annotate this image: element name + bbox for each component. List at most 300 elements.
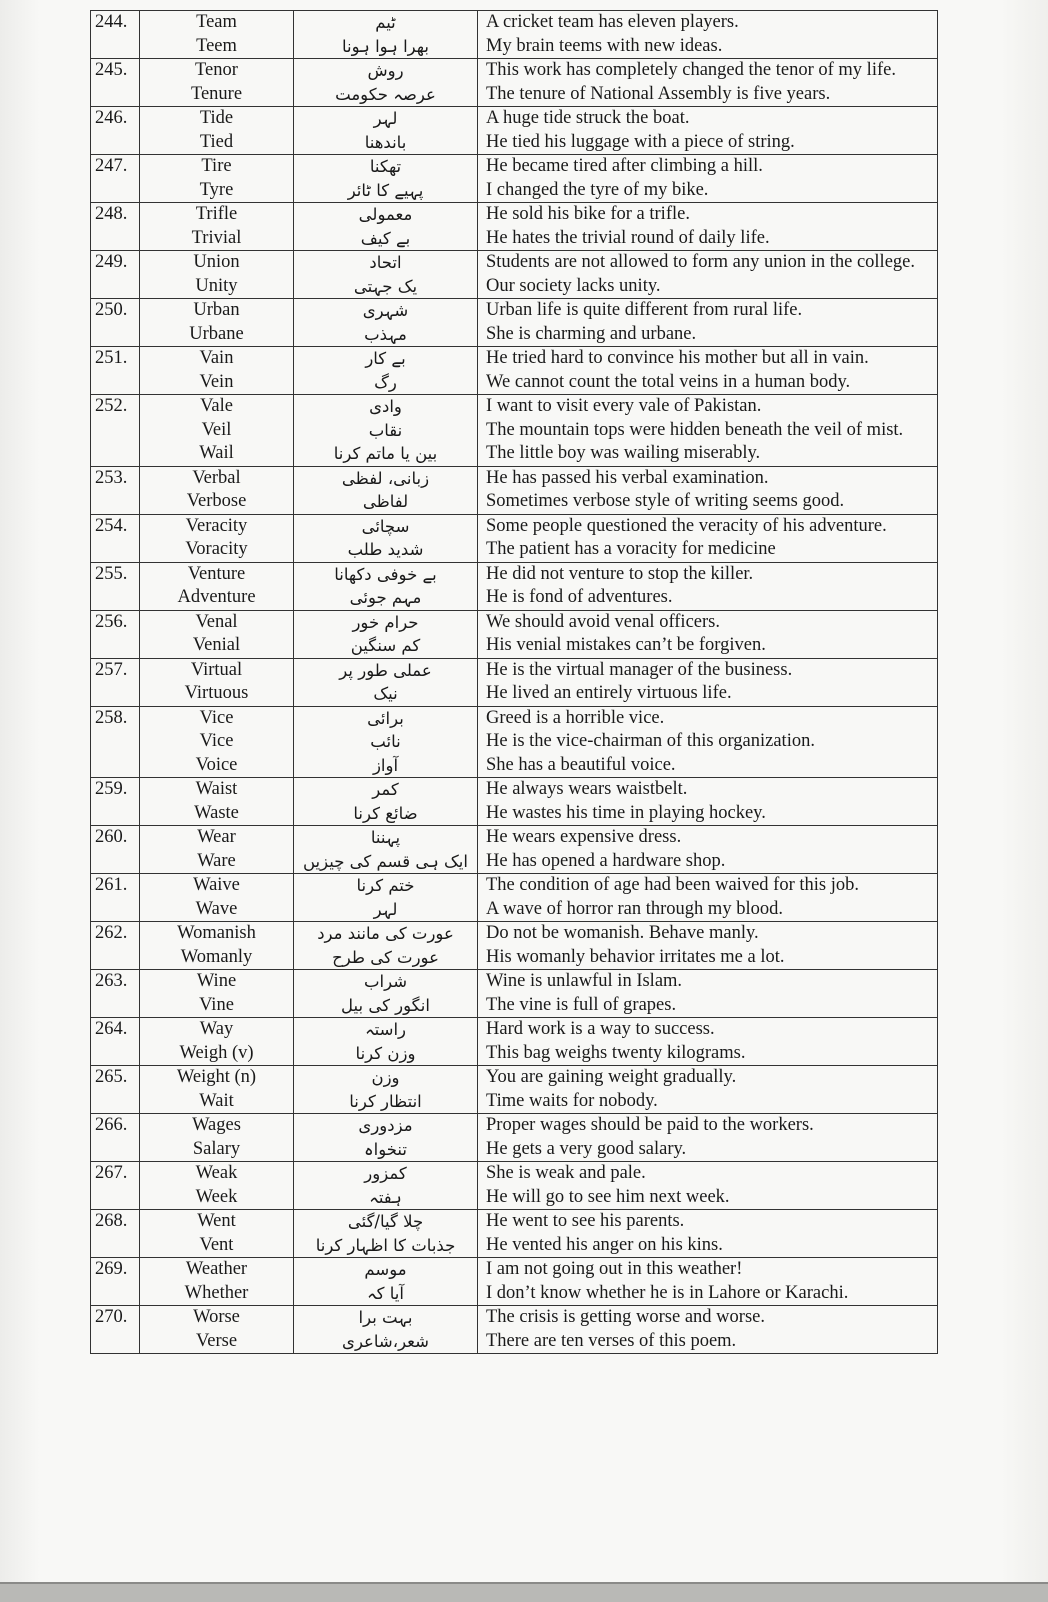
english-word: Wine [196, 971, 237, 991]
example-sentences-cell [478, 1258, 938, 1306]
english-word: Week [195, 1186, 238, 1207]
english-word: Veil [201, 419, 232, 440]
example-sentences-cell [478, 778, 938, 826]
example-sentence: She is charming and urbane. [486, 323, 697, 344]
english-word: Weather [185, 1259, 248, 1279]
entry-number: 247. [91, 155, 140, 203]
table-row [91, 610, 938, 658]
example-sentence: Time waits for nobody. [486, 1090, 658, 1111]
english-word: Ware [197, 850, 236, 871]
entry-number: 259. [91, 778, 140, 826]
english-word: Vain [199, 348, 234, 368]
entry-number: 263. [91, 970, 140, 1018]
english-word: Verse [195, 1330, 238, 1351]
vocabulary-table-body [91, 11, 938, 1354]
example-sentence: He wears expensive dress. [486, 827, 682, 847]
urdu-meaning: عرصہ حکومت [335, 84, 436, 104]
example-sentence: You are gaining weight gradually. [486, 1067, 737, 1087]
english-word: Whether [184, 1282, 249, 1303]
example-sentences-cell [478, 395, 938, 467]
example-sentence: The patient has a voracity for medicine [486, 539, 776, 559]
urdu-meaning-cell [294, 155, 478, 203]
english-words-cell [140, 299, 294, 347]
table-row [91, 562, 938, 610]
example-sentence: This work has completely changed the tenor of my life. [486, 60, 896, 80]
table-row [91, 11, 938, 59]
example-sentences-cell [478, 922, 938, 970]
entry-number: 268. [91, 1210, 140, 1258]
urdu-meaning: بہت برا [358, 1308, 413, 1327]
english-word: Wear [197, 827, 236, 847]
urdu-meaning: تھکنا [369, 157, 402, 176]
urdu-meaning-cell [294, 922, 478, 970]
urdu-meaning: راستہ [364, 1020, 407, 1039]
example-sentence: Students are not allowed to form any union in the college. [486, 252, 915, 272]
english-words-cell [140, 155, 294, 203]
entry-number: 246. [91, 107, 140, 155]
urdu-meaning: معمولی [358, 205, 413, 224]
english-words-cell [140, 610, 294, 658]
english-word: Tenure [190, 83, 243, 104]
english-word: Team [196, 12, 237, 32]
entry-number: 253. [91, 466, 140, 514]
entry-number: 254. [91, 514, 140, 562]
example-sentence: I changed the tyre of my bike. [486, 179, 709, 200]
urdu-meaning: ہفتہ [369, 1187, 402, 1207]
urdu-meaning-cell [294, 1162, 478, 1210]
urdu-meaning: یک جہتی [353, 276, 418, 296]
example-sentence: The mountain tops were hidden beneath the veil of mist. [486, 419, 904, 440]
entry-number: 256. [91, 610, 140, 658]
english-words-cell [140, 59, 294, 107]
example-sentence: He did not venture to stop the killer. [486, 563, 754, 584]
table-row [91, 514, 938, 562]
urdu-meaning: باندھنا [364, 132, 407, 152]
example-sentence: He hates the trivial round of daily life. [486, 227, 770, 248]
table-row [91, 658, 938, 706]
english-word: Vale [200, 396, 233, 416]
example-sentence: The vine is full of grapes. [486, 994, 677, 1015]
english-word: Vent [199, 1234, 234, 1255]
urdu-meaning: انتظار کرنا [349, 1091, 422, 1111]
table-row [91, 1066, 938, 1114]
english-word: Vein [199, 371, 234, 392]
example-sentence: He vented his anger on his kins. [486, 1234, 723, 1255]
english-word: Tire [201, 156, 232, 176]
entry-number: 255. [91, 562, 140, 610]
example-sentence: Proper wages should be paid to the workers. [486, 1115, 814, 1135]
english-word: Waist [195, 779, 238, 799]
table-row [91, 347, 938, 395]
english-words-cell [140, 1162, 294, 1210]
english-words-cell [140, 922, 294, 970]
urdu-meaning: پہیے کا ٹائر [347, 180, 424, 200]
urdu-meaning: مزدوری [358, 1116, 413, 1135]
english-word: Trivial [191, 227, 242, 248]
entry-number: 265. [91, 1066, 140, 1114]
urdu-meaning-cell [294, 1306, 478, 1354]
entry-number: 260. [91, 826, 140, 874]
example-sentences-cell [478, 347, 938, 395]
urdu-meaning-cell [294, 970, 478, 1018]
english-words-cell [140, 11, 294, 59]
example-sentence: Urban life is quite different from rural life. [486, 300, 803, 320]
urdu-meaning: نائب [370, 732, 401, 751]
example-sentence: Do not be womanish. Behave manly. [486, 923, 759, 943]
table-row [91, 922, 938, 970]
urdu-meaning-cell [294, 826, 478, 874]
english-word: Urbane [189, 323, 244, 344]
entry-number: 249. [91, 251, 140, 299]
example-sentences-cell [478, 11, 938, 59]
english-word: Venial [192, 635, 241, 655]
example-sentence: The condition of age had been waived for this job. [486, 875, 859, 895]
entry-number: 248. [91, 203, 140, 251]
urdu-meaning-cell [294, 562, 478, 610]
entry-number: 252. [91, 395, 140, 467]
urdu-meaning: کمزور [364, 1164, 407, 1183]
english-word: Voracity [185, 539, 248, 559]
urdu-meaning-cell [294, 395, 478, 467]
english-words-cell [140, 251, 294, 299]
english-word: Vice [199, 731, 234, 751]
english-word: Way [199, 1019, 234, 1039]
example-sentences-cell [478, 155, 938, 203]
example-sentence: Some people questioned the veracity of his adventure. [486, 515, 887, 536]
example-sentences-cell [478, 299, 938, 347]
example-sentence: My brain teems with new ideas. [486, 35, 723, 56]
english-words-cell [140, 1114, 294, 1162]
table-row [91, 299, 938, 347]
table-row [91, 107, 938, 155]
english-word: Union [193, 252, 240, 272]
example-sentences-cell [478, 970, 938, 1018]
english-word: Teem [196, 35, 237, 56]
table-row [91, 970, 938, 1018]
table-row [91, 466, 938, 514]
urdu-meaning: عملی طور پر [339, 660, 432, 680]
example-sentence: The crisis is getting worse and worse. [486, 1307, 765, 1327]
urdu-meaning: شدید طلب [347, 540, 424, 559]
english-word: Waive [193, 875, 240, 895]
urdu-meaning: برائی [367, 708, 404, 728]
example-sentence: He tried hard to convince his mother but all in vain. [486, 348, 869, 368]
urdu-meaning-cell [294, 1210, 478, 1258]
example-sentences-cell [478, 610, 938, 658]
english-word: Tide [199, 108, 234, 128]
example-sentences-cell [478, 826, 938, 874]
entry-number: 261. [91, 874, 140, 922]
entry-number: 266. [91, 1114, 140, 1162]
english-word: Virtual [190, 659, 243, 680]
english-words-cell [140, 970, 294, 1018]
example-sentences-cell [478, 562, 938, 610]
example-sentence: Our society lacks unity. [486, 275, 661, 296]
english-words-cell [140, 562, 294, 610]
urdu-meaning-cell [294, 1258, 478, 1306]
example-sentence: He went to see his parents. [486, 1211, 685, 1231]
urdu-meaning: روش [367, 61, 404, 80]
example-sentence: Wine is unlawful in Islam. [486, 971, 683, 991]
table-row [91, 1018, 938, 1066]
urdu-meaning: شراب [363, 972, 408, 991]
entry-number: 269. [91, 1258, 140, 1306]
table-row [91, 1306, 938, 1354]
example-sentence: Sometimes verbose style of writing seems good. [486, 491, 845, 511]
english-word: Unity [195, 275, 238, 296]
table-row [91, 778, 938, 826]
english-word: Weak [195, 1163, 238, 1183]
entry-number: 258. [91, 706, 140, 778]
table-row [91, 155, 938, 203]
vocabulary-table [90, 10, 938, 1354]
urdu-meaning: تنخواہ [364, 1139, 407, 1159]
urdu-meaning: کم سنگین [350, 636, 421, 655]
english-word: Trifle [195, 204, 238, 224]
example-sentence: I am not going out in this weather! [486, 1259, 743, 1279]
english-word: Womanish [177, 923, 256, 943]
english-word: Vine [199, 994, 234, 1015]
urdu-meaning: زبانی، لفظی [341, 468, 430, 488]
urdu-meaning: وزن [371, 1068, 400, 1087]
urdu-meaning: نیک [373, 684, 398, 703]
example-sentence: We should avoid venal officers. [486, 611, 720, 632]
table-row [91, 59, 938, 107]
example-sentences-cell [478, 1162, 938, 1210]
urdu-meaning: حرام خور [352, 612, 419, 632]
urdu-meaning-cell [294, 1018, 478, 1066]
english-words-cell [140, 1258, 294, 1306]
example-sentence: He tied his luggage with a piece of string. [486, 131, 795, 152]
urdu-meaning: جذبات کا اظہار کرنا [315, 1235, 456, 1255]
urdu-meaning-cell [294, 514, 478, 562]
english-word: Wait [199, 1090, 234, 1111]
urdu-meaning: شہری [362, 301, 409, 320]
example-sentence: She is weak and pale. [486, 1163, 646, 1183]
english-word: Tied [199, 131, 234, 152]
english-word: Weigh (v) [179, 1042, 254, 1063]
example-sentence: I don’t know whether he is in Lahore or Karachi. [486, 1282, 849, 1303]
example-sentence: He will go to see him next week. [486, 1186, 730, 1207]
urdu-meaning: ٹیم [375, 13, 396, 32]
urdu-meaning: مہم جوئی [349, 588, 422, 607]
urdu-meaning-cell [294, 610, 478, 658]
table-row [91, 1114, 938, 1162]
example-sentence: He has passed his verbal examination. [486, 467, 769, 488]
example-sentences-cell [478, 466, 938, 514]
table-row [91, 826, 938, 874]
english-words-cell [140, 1306, 294, 1354]
urdu-meaning: چلا گیا/گئی [347, 1212, 424, 1231]
urdu-meaning: سچائی [361, 516, 410, 536]
table-row [91, 874, 938, 922]
english-word: Salary [192, 1138, 241, 1159]
urdu-meaning-cell [294, 203, 478, 251]
english-word: Verbose [186, 491, 247, 511]
urdu-meaning: آواز [372, 755, 399, 775]
urdu-meaning: لفاظی [362, 492, 409, 511]
english-words-cell [140, 466, 294, 514]
urdu-meaning: شعر،شاعری [342, 1331, 429, 1351]
urdu-meaning: موسم [364, 1260, 407, 1279]
example-sentences-cell [478, 1210, 938, 1258]
example-sentence: His womanly behavior irritates me a lot. [486, 946, 785, 967]
example-sentence: Greed is a horrible vice. [486, 707, 665, 728]
table-row [91, 1210, 938, 1258]
urdu-meaning: لہر [373, 899, 398, 919]
entry-number: 245. [91, 59, 140, 107]
english-word: Veracity [185, 515, 248, 536]
urdu-meaning: کمر [372, 780, 399, 799]
urdu-meaning-cell [294, 874, 478, 922]
english-word: Wages [192, 1115, 241, 1135]
urdu-meaning: پہننا [370, 828, 401, 847]
english-word: Wave [195, 898, 238, 919]
english-word: Venal [195, 611, 238, 632]
example-sentence: He became tired after climbing a hill. [486, 156, 763, 176]
english-words-cell [140, 1210, 294, 1258]
example-sentence: I want to visit every vale of Pakistan. [486, 396, 762, 416]
urdu-meaning: ایک ہی قسم کی چیزیں [303, 851, 468, 871]
urdu-meaning: مہذب [364, 324, 407, 344]
urdu-meaning: عورت کی مانند مرد [317, 924, 454, 943]
urdu-meaning-cell [294, 59, 478, 107]
urdu-meaning: انگور کی بیل [341, 995, 430, 1015]
example-sentences-cell [478, 1306, 938, 1354]
english-word: Tyre [199, 179, 234, 200]
example-sentence: A wave of horror ran through my blood. [486, 898, 783, 919]
english-word: Womanly [180, 946, 253, 967]
example-sentence: A cricket team has eleven players. [486, 12, 739, 32]
urdu-meaning-cell [294, 107, 478, 155]
example-sentence: There are ten verses of this poem. [486, 1330, 737, 1351]
table-row [91, 1162, 938, 1210]
example-sentence: He has opened a hardware shop. [486, 850, 726, 871]
entry-number: 250. [91, 299, 140, 347]
example-sentence: He is fond of adventures. [486, 587, 673, 607]
example-sentence: He sold his bike for a trifle. [486, 204, 690, 224]
english-words-cell [140, 706, 294, 778]
example-sentence: The little boy was wailing miserably. [486, 443, 761, 463]
urdu-meaning: عورت کی طرح [332, 947, 439, 967]
table-row [91, 706, 938, 778]
english-word: Waste [194, 802, 239, 823]
urdu-meaning-cell [294, 1066, 478, 1114]
english-words-cell [140, 826, 294, 874]
entry-number: 264. [91, 1018, 140, 1066]
english-word: Venture [187, 563, 246, 584]
english-word: Urban [193, 300, 240, 320]
table-row [91, 251, 938, 299]
example-sentences-cell [478, 1114, 938, 1162]
urdu-meaning-cell [294, 778, 478, 826]
urdu-meaning: وادی [369, 397, 402, 416]
english-words-cell [140, 203, 294, 251]
example-sentence: This bag weighs twenty kilograms. [486, 1042, 746, 1063]
scanner-edge [0, 1582, 1048, 1602]
english-words-cell [140, 107, 294, 155]
example-sentence: A huge tide struck the boat. [486, 108, 690, 128]
urdu-meaning: نقاب [368, 420, 403, 440]
english-word: Virtuous [184, 683, 249, 703]
example-sentences-cell [478, 59, 938, 107]
entry-number: 267. [91, 1162, 140, 1210]
urdu-meaning: بھرا ہوا ہونا [342, 36, 429, 56]
example-sentences-cell [478, 706, 938, 778]
english-word: Vice [199, 707, 234, 728]
example-sentences-cell [478, 658, 938, 706]
urdu-meaning: بے کار [365, 349, 406, 368]
urdu-meaning-cell [294, 706, 478, 778]
example-sentences-cell [478, 514, 938, 562]
english-word: Voice [195, 754, 238, 775]
example-sentences-cell [478, 107, 938, 155]
urdu-meaning: ضائع کرنا [353, 803, 418, 823]
urdu-meaning: ختم کرنا [356, 876, 415, 895]
urdu-meaning: وزن کرنا [355, 1043, 416, 1063]
english-words-cell [140, 1018, 294, 1066]
english-word: Wail [199, 443, 234, 463]
example-sentence: She has a beautiful voice. [486, 754, 676, 775]
urdu-meaning-cell [294, 347, 478, 395]
english-word: Weight (n) [176, 1067, 257, 1087]
entry-number: 257. [91, 658, 140, 706]
english-word: Tenor [195, 60, 238, 80]
urdu-meaning: بین یا ماتم کرنا [333, 444, 438, 463]
example-sentences-cell [478, 1018, 938, 1066]
urdu-meaning: بے خوفی دکھانا [334, 564, 437, 584]
urdu-meaning-cell [294, 1114, 478, 1162]
english-words-cell [140, 874, 294, 922]
example-sentence: He wastes his time in playing hockey. [486, 802, 766, 823]
english-word: Adventure [177, 587, 256, 607]
urdu-meaning-cell [294, 658, 478, 706]
example-sentence: He is the virtual manager of the business. [486, 659, 793, 680]
urdu-meaning-cell [294, 251, 478, 299]
example-sentence: Hard work is a way to success. [486, 1019, 715, 1039]
entry-number: 262. [91, 922, 140, 970]
table-row [91, 203, 938, 251]
example-sentences-cell [478, 874, 938, 922]
urdu-meaning-cell [294, 466, 478, 514]
example-sentence: He always wears waistbelt. [486, 779, 688, 799]
entry-number: 244. [91, 11, 140, 59]
example-sentence: The tenure of National Assembly is five years. [486, 83, 831, 104]
table-row [91, 395, 938, 467]
english-words-cell [140, 395, 294, 467]
entry-number: 270. [91, 1306, 140, 1354]
english-words-cell [140, 778, 294, 826]
example-sentence: He lived an entirely virtuous life. [486, 683, 732, 703]
example-sentence: His venial mistakes can’t be forgiven. [486, 635, 766, 655]
english-words-cell [140, 514, 294, 562]
example-sentence: He gets a very good salary. [486, 1138, 687, 1159]
table-row [91, 1258, 938, 1306]
english-words-cell [140, 1066, 294, 1114]
urdu-meaning-cell [294, 299, 478, 347]
urdu-meaning: اتحاد [369, 253, 402, 272]
english-words-cell [140, 658, 294, 706]
urdu-meaning: رگ [374, 372, 397, 392]
example-sentence: We cannot count the total veins in a human body. [486, 371, 851, 392]
example-sentence: He is the vice-chairman of this organization. [486, 731, 815, 751]
urdu-meaning: بے کیف [360, 228, 411, 248]
urdu-meaning-cell [294, 11, 478, 59]
english-word: Verbal [192, 467, 241, 488]
english-word: Worse [193, 1307, 240, 1327]
example-sentences-cell [478, 1066, 938, 1114]
english-words-cell [140, 347, 294, 395]
